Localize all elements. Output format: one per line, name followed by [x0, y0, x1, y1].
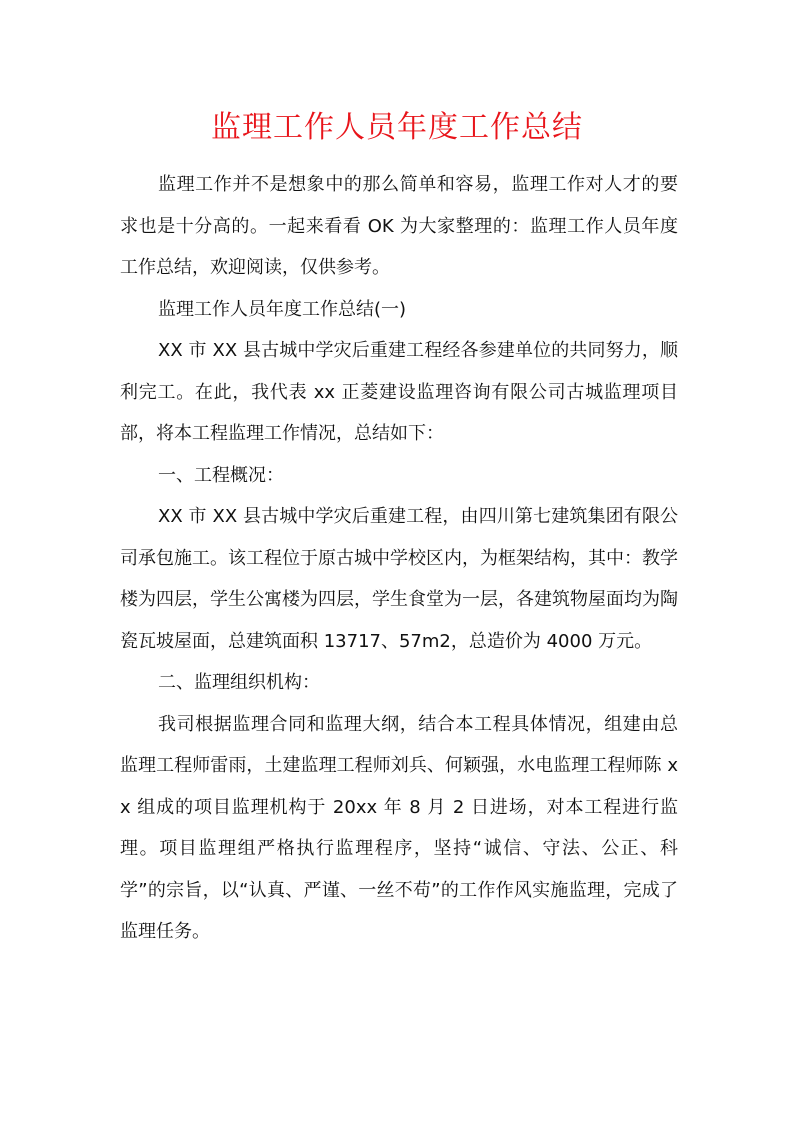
intro-paragraph: 监理工作并不是想象中的那么简单和容易，监理工作对人才的要求也是十分高的。一起来看看 OK 为大家整理的：监理工作人员年度工作总结，欢迎阅读，仅供参考。 — [120, 174, 678, 278]
organization-paragraph: 我司根据监理合同和监理大纲，结合本工程具体情况，组建由总监理工程师雷雨，土建监理工程师刘兵、何颖强，水电监理工程师陈 xx 组成的项目监理机构于 20xx 年 8 月 2 日进场，对本工程进行监理。项目监理组严格执行监理程序，坚持“诚信、守法、公正、科学”的宗旨，以“认真、严谨、一丝不苟”的工作作风实施监理，完成了监理任务。 — [120, 713, 678, 942]
opening-paragraph: XX 市 XX 县古城中学灾后重建工程经各参建单位的共同努力，顺利完工。在此，我代表 xx 正菱建设监理咨询有限公司古城监理项目部，将本工程监理工作情况，总结如下： — [120, 340, 678, 444]
document-body — [120, 164, 678, 953]
project-overview-paragraph: XX 市 XX 县古城中学灾后重建工程，由四川第七建筑集团有限公司承包施工。该工程位于原古城中学校区内，为框架结构，其中：教学楼为四层，学生公寓楼为四层，学生食堂为一层，各建筑物屋面均为陶瓷瓦坡屋面，总建筑面积 13717、57m2，总造价为 4000 万元。 — [120, 506, 678, 652]
section-heading-project-overview: 一、工程概况： — [158, 464, 284, 486]
section-heading-summary-one: 监理工作人员年度工作总结(一) — [158, 298, 407, 320]
document-title: 监理工作人员年度工作总结 — [211, 110, 583, 145]
section-heading-organization: 二、监理组织机构： — [158, 672, 320, 693]
